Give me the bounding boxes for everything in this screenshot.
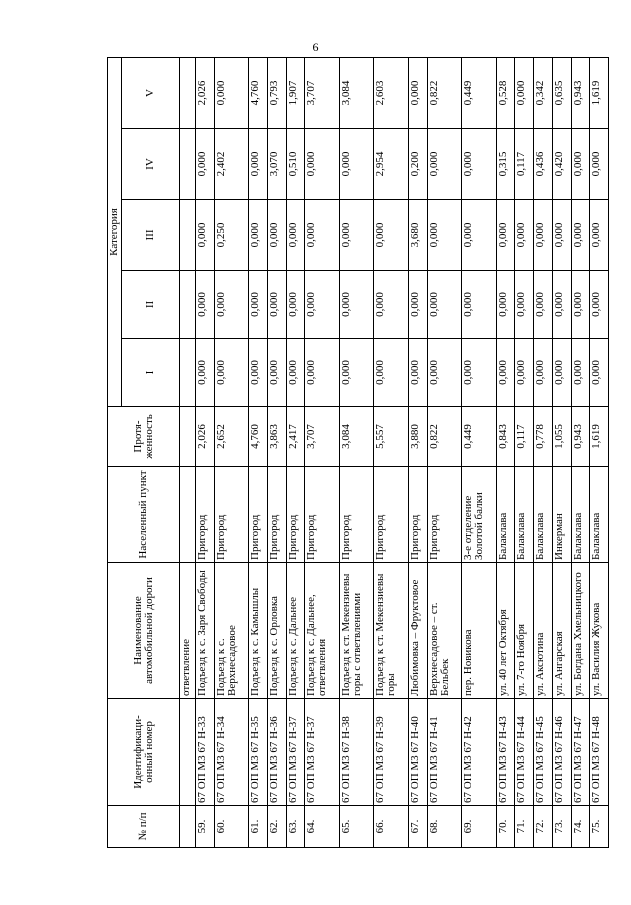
- cell-cat-2: 0,000: [534, 271, 553, 339]
- cell-cat-1: 0,000: [374, 339, 409, 407]
- cell-cat-5: 3,707: [305, 57, 340, 128]
- cell-cat-5: 2,026: [196, 57, 215, 128]
- cell-place: [180, 467, 196, 563]
- cell-place: Пригород: [249, 467, 268, 563]
- table-row: [515, 57, 534, 847]
- cell-length: 0,449: [462, 407, 497, 467]
- cell-num: 68.: [427, 806, 462, 848]
- cell-cat-1: 0,000: [249, 339, 268, 407]
- cell-name: Подъезд к с. Дальнее, ответвления: [305, 563, 340, 699]
- header-cat-5: V: [122, 57, 180, 128]
- cell-cat-2: 0,000: [286, 271, 305, 339]
- cell-num: 63.: [286, 806, 305, 848]
- cell-id: 67 ОП М3 67 Н-44: [515, 699, 534, 806]
- cell-name: ответвление: [180, 563, 196, 699]
- header-category: Категория: [108, 57, 122, 406]
- cell-cat-4: 0,436: [534, 129, 553, 200]
- table-row-continuation: [180, 57, 196, 847]
- cell-length: 2,026: [196, 407, 215, 467]
- cell-cat-4: 0,315: [496, 129, 515, 200]
- cell-cat-5: 2,603: [374, 57, 409, 128]
- table-row: [339, 57, 374, 847]
- cell-cat-1: 0,000: [462, 339, 497, 407]
- cell-place: Балаклава: [534, 467, 553, 563]
- table-row: [196, 57, 215, 847]
- cell-name: ул. 40 лет Октября: [496, 563, 515, 699]
- cell-name: Подъезд к с. Верхнесадовое: [214, 563, 249, 699]
- cell-cat-4: 0,000: [339, 129, 374, 200]
- cell-num: 73.: [552, 806, 571, 848]
- cell-id: 67 ОП М3 67 Н-37: [305, 699, 340, 806]
- table-row: [534, 57, 553, 847]
- cell-length: 1,055: [552, 407, 571, 467]
- cell-place: Пригород: [214, 467, 249, 563]
- cell-name: пер. Новикова: [462, 563, 497, 699]
- cell-id: 67 ОП М3 67 Н-36: [267, 699, 286, 806]
- cell-cat-3: 0,000: [571, 200, 590, 271]
- cell-id: 67 ОП М3 67 Н-39: [374, 699, 409, 806]
- cell-cat-3: 0,000: [515, 200, 534, 271]
- cell-cat-2: 0,000: [462, 271, 497, 339]
- cell-name: Подъезд к ст. Мекензиевы горы с ответвлениями: [339, 563, 374, 699]
- cell-cat-1: 0,000: [339, 339, 374, 407]
- cell-length: 4,760: [249, 407, 268, 467]
- cell-cat-5: 0,943: [571, 57, 590, 128]
- cell-place: Балаклава: [496, 467, 515, 563]
- header-cat-1: I: [122, 339, 180, 407]
- cell-length: 0,943: [571, 407, 590, 467]
- cell-cat-3: 3,680: [408, 200, 427, 271]
- cell-cat-2: 0,000: [515, 271, 534, 339]
- cell-name: Верхнесадовое – ст. Бельбек: [427, 563, 462, 699]
- cell-id: 67 ОП М3 67 Н-34: [214, 699, 249, 806]
- cell-cat-2: 0,000: [408, 271, 427, 339]
- cell-cat-2: 0,000: [339, 271, 374, 339]
- cell-length: 1,619: [590, 407, 609, 467]
- table-row: [462, 57, 497, 847]
- cell-name: Подъезд к с. Камышлы: [249, 563, 268, 699]
- cell-cat-3: 0,000: [305, 200, 340, 271]
- cell-cat-3: 0,000: [196, 200, 215, 271]
- cell-id: 67 ОП М3 67 Н-48: [590, 699, 609, 806]
- table-row: [374, 57, 409, 847]
- cell-num: 69.: [462, 806, 497, 848]
- cell-cat-1: 0,000: [534, 339, 553, 407]
- table-row: [408, 57, 427, 847]
- cell-cat-1: 0,000: [571, 339, 590, 407]
- cell-place: Балаклава: [571, 467, 590, 563]
- cell-cat-4: 0,000: [462, 129, 497, 200]
- cell-place: Балаклава: [515, 467, 534, 563]
- cell-length: 5,557: [374, 407, 409, 467]
- cell-id: 67 ОП М3 67 Н-47: [571, 699, 590, 806]
- header-cat-4: IV: [122, 129, 180, 200]
- cell-cat-2: 0,000: [496, 271, 515, 339]
- cell-cat-5: 0,449: [462, 57, 497, 128]
- cell-num: 66.: [374, 806, 409, 848]
- table-row: [590, 57, 609, 847]
- cell-cat-5: 1,907: [286, 57, 305, 128]
- cell-num: 62.: [267, 806, 286, 848]
- cell-cat-1: 0,000: [496, 339, 515, 407]
- cell-cat-3: 0,000: [534, 200, 553, 271]
- cell-cat-1: 0,000: [214, 339, 249, 407]
- cell-place: Пригород: [286, 467, 305, 563]
- cell-length: 3,880: [408, 407, 427, 467]
- cell-name: ул. Василия Жукова: [590, 563, 609, 699]
- cell-place: Пригород: [267, 467, 286, 563]
- cell-cat-1: 0,000: [267, 339, 286, 407]
- cell-cat-4: 0,200: [408, 129, 427, 200]
- table-row: [427, 57, 462, 847]
- cell-length: 3,084: [339, 407, 374, 467]
- cell-length: 2,417: [286, 407, 305, 467]
- cell-place: Пригород: [408, 467, 427, 563]
- cell-cat-5: 0,793: [267, 57, 286, 128]
- cell-length: 3,863: [267, 407, 286, 467]
- table-body: [180, 57, 609, 847]
- cell-cat-2: 0,000: [552, 271, 571, 339]
- cell-cat-5: 0,528: [496, 57, 515, 128]
- table-header: [108, 57, 180, 847]
- header-cat-3: III: [122, 200, 180, 271]
- cell-cat-4: 0,117: [515, 129, 534, 200]
- cell-id: 67 ОП М3 67 Н-35: [249, 699, 268, 806]
- cell-name: Подъезд к с. Орловка: [267, 563, 286, 699]
- cell-length: 0,822: [427, 407, 462, 467]
- header-id: Идентификаци-онный номер: [108, 699, 180, 806]
- cell-num: [180, 806, 196, 848]
- cell-num: 64.: [305, 806, 340, 848]
- cell-place: Пригород: [339, 467, 374, 563]
- cell-cat-2: 0,000: [305, 271, 340, 339]
- cell-cat-4: [180, 129, 196, 200]
- header-num: № п/п: [108, 806, 180, 848]
- cell-place: Балаклава: [590, 467, 609, 563]
- table-row: [286, 57, 305, 847]
- cell-id: 67 ОП М3 67 Н-41: [427, 699, 462, 806]
- cell-cat-5: [180, 57, 196, 128]
- cell-cat-5: 0,635: [552, 57, 571, 128]
- cell-cat-4: 2,402: [214, 129, 249, 200]
- table-row: [249, 57, 268, 847]
- cell-cat-3: 0,000: [462, 200, 497, 271]
- cell-cat-5: 0,822: [427, 57, 462, 128]
- cell-num: 60.: [214, 806, 249, 848]
- cell-id: 67 ОП М3 67 Н-38: [339, 699, 374, 806]
- cell-cat-1: 0,000: [427, 339, 462, 407]
- cell-cat-5: 0,000: [515, 57, 534, 128]
- cell-cat-4: 3,070: [267, 129, 286, 200]
- cell-cat-1: 0,000: [196, 339, 215, 407]
- cell-name: Подъезд к с. Дальнее: [286, 563, 305, 699]
- cell-place: Пригород: [305, 467, 340, 563]
- cell-cat-5: 0,000: [408, 57, 427, 128]
- cell-place: Пригород: [427, 467, 462, 563]
- cell-cat-2: 0,000: [571, 271, 590, 339]
- cell-id: 67 ОП М3 67 Н-45: [534, 699, 553, 806]
- table-row: [571, 57, 590, 847]
- cell-name: ул. Аксютина: [534, 563, 553, 699]
- cell-place: Пригород: [196, 467, 215, 563]
- page-number: 6: [312, 40, 319, 54]
- header-cat-2: II: [122, 271, 180, 339]
- rotated-table-container: [107, 58, 609, 848]
- cell-num: 65.: [339, 806, 374, 848]
- cell-cat-3: 0,000: [427, 200, 462, 271]
- cell-cat-2: 0,000: [374, 271, 409, 339]
- cell-cat-2: [180, 271, 196, 339]
- cell-cat-3: 0,000: [339, 200, 374, 271]
- header-place: Населенный пункт: [108, 467, 180, 563]
- table-row: [214, 57, 249, 847]
- cell-cat-4: 0,000: [427, 129, 462, 200]
- cell-name: ул. 7-го Ноября: [515, 563, 534, 699]
- cell-cat-3: 0,000: [590, 200, 609, 271]
- cell-cat-2: 0,000: [427, 271, 462, 339]
- cell-id: 67 ОП М3 67 Н-33: [196, 699, 215, 806]
- cell-cat-1: 0,000: [552, 339, 571, 407]
- roads-table: [107, 57, 609, 848]
- cell-name: Любимовка – Фруктовое: [408, 563, 427, 699]
- cell-cat-5: 0,342: [534, 57, 553, 128]
- cell-length: 2,652: [214, 407, 249, 467]
- cell-cat-4: 0,000: [590, 129, 609, 200]
- table-row: [552, 57, 571, 847]
- table-row: [305, 57, 340, 847]
- cell-length: 0,778: [534, 407, 553, 467]
- cell-cat-3: 0,000: [496, 200, 515, 271]
- cell-cat-3: 0,000: [267, 200, 286, 271]
- cell-cat-1: 0,000: [590, 339, 609, 407]
- cell-cat-2: 0,000: [196, 271, 215, 339]
- cell-num: 61.: [249, 806, 268, 848]
- cell-cat-1: 0,000: [305, 339, 340, 407]
- cell-cat-3: 0,000: [286, 200, 305, 271]
- header-length: Протя-женность: [108, 407, 180, 467]
- cell-cat-4: 0,510: [286, 129, 305, 200]
- cell-name: ул. Ангарская: [552, 563, 571, 699]
- cell-num: 74.: [571, 806, 590, 848]
- cell-id: 67 ОП М3 67 Н-43: [496, 699, 515, 806]
- cell-id: 67 ОП М3 67 Н-37: [286, 699, 305, 806]
- cell-num: 71.: [515, 806, 534, 848]
- cell-length: 3,707: [305, 407, 340, 467]
- cell-num: 75.: [590, 806, 609, 848]
- cell-cat-4: 0,000: [249, 129, 268, 200]
- cell-length: 0,843: [496, 407, 515, 467]
- header-name: Наименование автомобильной дороги: [108, 563, 180, 699]
- cell-id: [180, 699, 196, 806]
- cell-cat-4: 2,954: [374, 129, 409, 200]
- cell-cat-4: 0,000: [571, 129, 590, 200]
- cell-cat-1: 0,000: [515, 339, 534, 407]
- cell-num: 59.: [196, 806, 215, 848]
- cell-cat-1: 0,000: [408, 339, 427, 407]
- cell-place: Пригород: [374, 467, 409, 563]
- cell-cat-5: 0,000: [214, 57, 249, 128]
- cell-place: Инкерман: [552, 467, 571, 563]
- cell-num: 67.: [408, 806, 427, 848]
- cell-cat-2: 0,000: [214, 271, 249, 339]
- cell-cat-4: 0,000: [196, 129, 215, 200]
- cell-cat-3: 0,250: [214, 200, 249, 271]
- cell-name: ул. Богдана Хмельницкого: [571, 563, 590, 699]
- cell-length: [180, 407, 196, 467]
- cell-id: 67 ОП М3 67 Н-40: [408, 699, 427, 806]
- cell-name: Подъезд к с. Заря Свободы: [196, 563, 215, 699]
- cell-cat-2: 0,000: [267, 271, 286, 339]
- cell-cat-4: 0,000: [305, 129, 340, 200]
- cell-cat-3: 0,000: [249, 200, 268, 271]
- cell-name: Подъезд к ст. Мекензиевы горы: [374, 563, 409, 699]
- cell-cat-3: 0,000: [552, 200, 571, 271]
- cell-cat-5: 1,619: [590, 57, 609, 128]
- table-row: [496, 57, 515, 847]
- cell-cat-1: 0,000: [286, 339, 305, 407]
- cell-cat-5: 4,760: [249, 57, 268, 128]
- cell-cat-3: 0,000: [374, 200, 409, 271]
- cell-cat-2: 0,000: [590, 271, 609, 339]
- cell-cat-3: [180, 200, 196, 271]
- cell-id: 67 ОП М3 67 Н-42: [462, 699, 497, 806]
- cell-cat-5: 3,084: [339, 57, 374, 128]
- table-row: [267, 57, 286, 847]
- cell-cat-1: [180, 339, 196, 407]
- cell-num: 70.: [496, 806, 515, 848]
- cell-cat-2: 0,000: [249, 271, 268, 339]
- cell-cat-4: 0,420: [552, 129, 571, 200]
- cell-place: 3-е отделение Золотой балки: [462, 467, 497, 563]
- cell-id: 67 ОП М3 67 Н-46: [552, 699, 571, 806]
- cell-num: 72.: [534, 806, 553, 848]
- cell-length: 0,117: [515, 407, 534, 467]
